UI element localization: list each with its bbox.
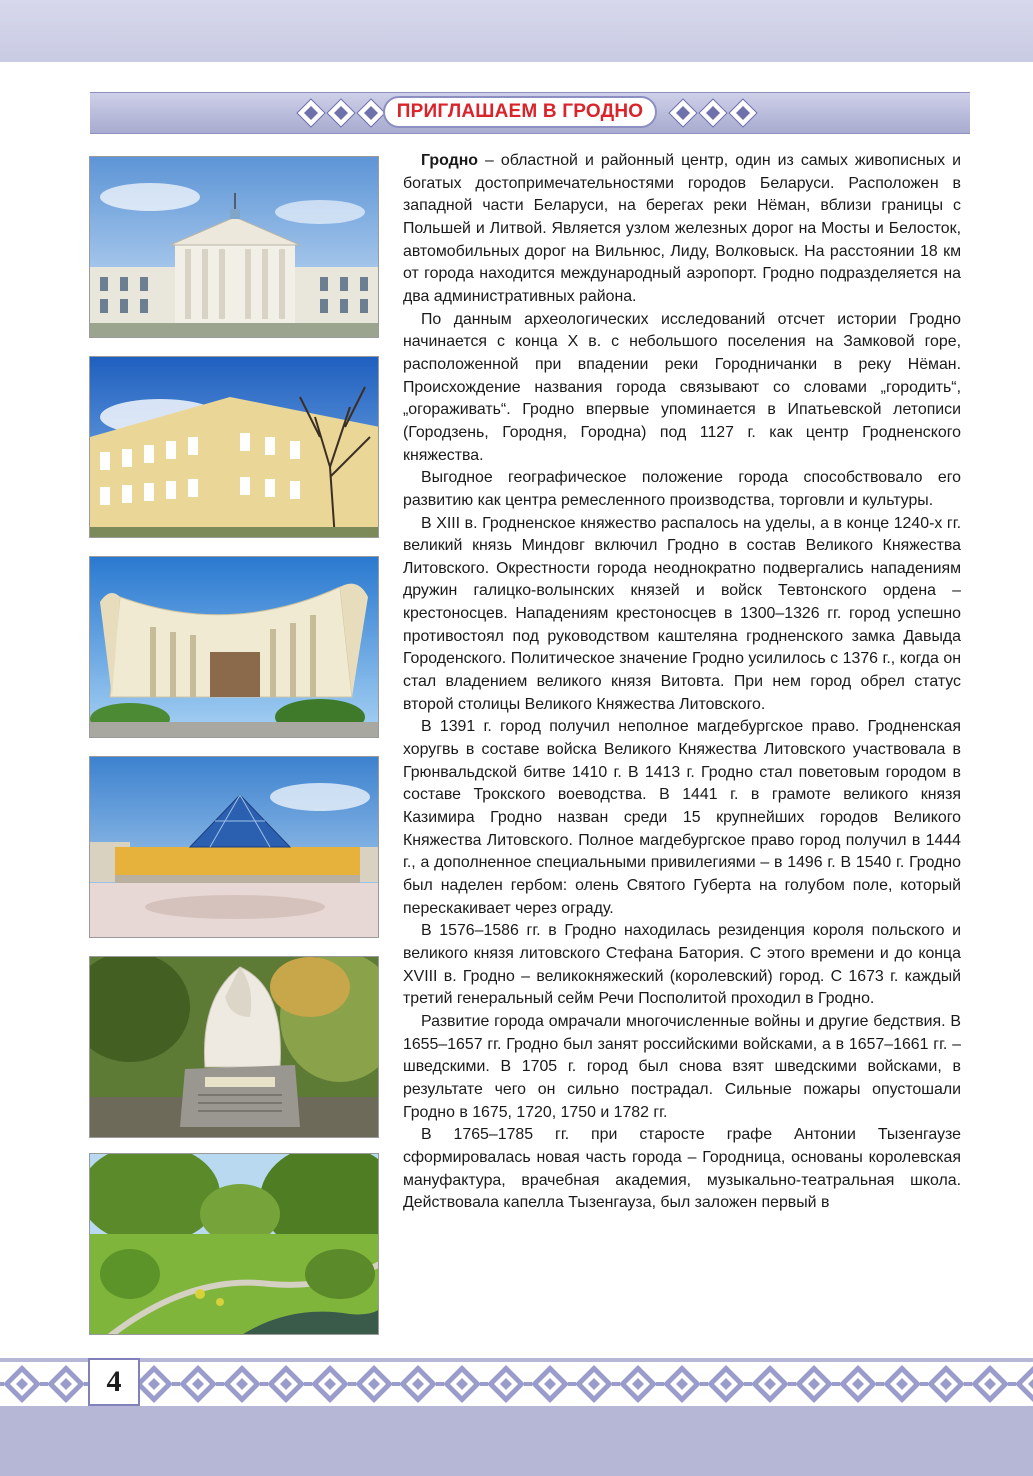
- paragraph-3: Выгодное географическое положение города способствовало его развитию как центра ремесленного производства, торговли и культуры.: [403, 469, 961, 509]
- header-ornament-right: [668, 97, 758, 129]
- header-ornament-left: [296, 97, 386, 129]
- paragraph-1: [403, 150, 961, 309]
- park-icon: [90, 1154, 379, 1335]
- paragraph-6: В 1576–1586 гг. в Гродно находилась резиденция короля польского и великого князя литовского Стефана Батория. С этого времени и до конца XVIII в. Гродно – великокняжеский (королевский) город. С 1673 г. каждый третий генеральный сейм Речи Посполитой проходил в Гродно.: [403, 922, 961, 1008]
- drama-theatre-icon: [90, 557, 379, 738]
- top-decorative-band: [0, 0, 1033, 62]
- photo-pyramid-building: [89, 756, 379, 938]
- photo-monument: [89, 956, 379, 1138]
- lead-city-name: Гродно: [421, 152, 478, 169]
- photo-palace: [89, 156, 379, 338]
- page-title: ПРИГЛАШАЕМ В ГРОДНО: [383, 96, 657, 128]
- paragraph-4: В XIII в. Гродненское княжество распалось на уделы, а в конце 1240-х гг. великий князь Миндовг включил Гродно в состав Великого Княжества Литовского. Окрестности города неоднократно подвергались нападениям дружин галицко-волынских князей и войск Тевтонского ордена – крестоносцев. Нападениям крестоносцев в 1300–1326 гг. город успешно противостоял под руководством каштеляна гродненского замка Давыда Городенского. Политическое значение Гродно усилилось с 1376 г., когда он стал владением великого князя Витовта. При нем город обрел статус второй столицы Великого Княжества Литовского.: [403, 514, 961, 713]
- paragraph-2: По данным археологических исследований отсчет истории Гродно начинается с конца X в. с небольшого поселения на Замковой горе, расположенной при впадении реки Городничанки в реку Нёман. Происхождение названия города связывают со словами „городить“, „огораживать“. Гродно впервые упоминается в Ипатьевской летописи (Городзень, Городня, Городна) под 1127 г. как центр Гродненского княжества.: [403, 310, 961, 464]
- photo-park: [89, 1153, 379, 1335]
- footer-ornament: [0, 1362, 1033, 1406]
- paragraph-1-text: – областной и районный центр, один из самых живописных и богатых достопримечательностями городов Беларуси. Расположен в западной части Беларуси, на берегах реки Нёман, вблизи границы с Польшей и Литвой. Является узлом железных дорог на Мосты и Белосток, автомобильных дорог на Вильнюс, Лиду, Волковыск. На расстоянии 18 км от города находится международный аэропорт. Гродно подразделяется на два административных района.: [403, 152, 961, 305]
- monument-icon: [90, 957, 379, 1138]
- pyramid-building-icon: [90, 757, 379, 938]
- photo-yellow-building: [89, 356, 379, 538]
- article-text: [403, 150, 961, 1215]
- yellow-building-icon: [90, 357, 379, 538]
- paragraph-5: В 1391 г. город получил неполное магдебургское право. Гродненская хоругвь в составе войска Великого Княжества Литовского участвовала в Грюнвальдской битве 1410 г. В 1413 г. Гродно стал поветовым городом в составе Трокского воеводства. В 1441 г. в грамоте великого князя Казимира Гродно назван среди 15 крупнейших городов Великого Княжества Литовского. Полное магдебургское право город получил в 1444 г., а дополненное специальными привилегиями – в 1496 г. В 1540 г. Гродно был наделен гербом: олень Святого Губерта на голубом поле, который перескакивает через ограду.: [403, 718, 961, 917]
- photo-drama-theatre: [89, 556, 379, 738]
- paragraph-7: Развитие города омрачали многочисленные войны и другие бедствия. В 1655–1657 гг. Гродно был занят российскими войсками, а в 1657–1661 гг. – шведскими. В 1705 г. город был снова взят шведскими войсками, в результате чего он сильно пострадал. Сильные пожары опустошали Гродно в 1675, 1720, 1750 и 1782 гг.: [403, 1012, 961, 1121]
- page-number: 4: [88, 1358, 140, 1406]
- palace-icon: [90, 157, 379, 338]
- paragraph-8: В 1765–1785 гг. при старосте графе Антонии Тызенгаузе сформировалась новая часть города – Городница, основаны королевская мануфактура, врачебная академия, музыкально-театральная школа. Действовала капелла Тызенгауза, был заложен первый в: [403, 1126, 961, 1212]
